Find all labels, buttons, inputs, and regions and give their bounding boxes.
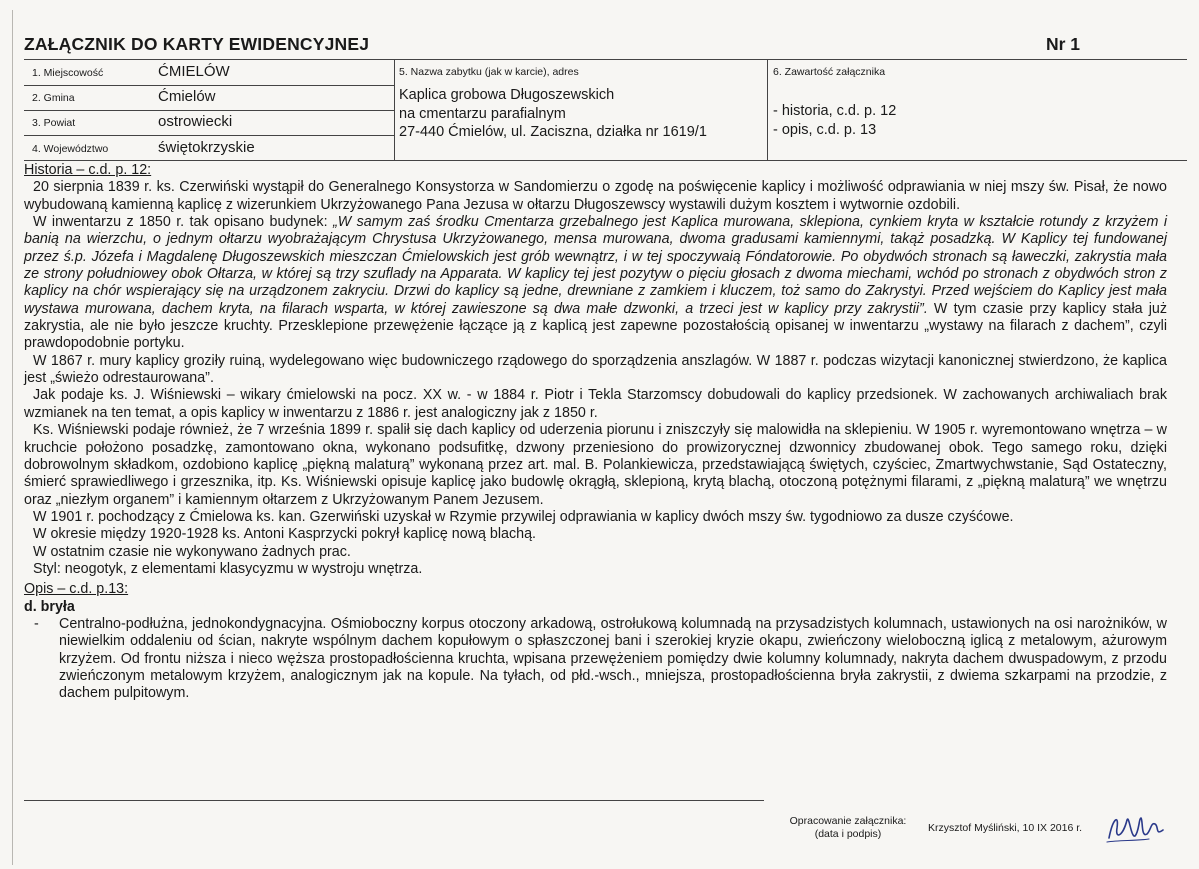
table-row-divider (24, 110, 394, 111)
historia-paragraph: Jak podaje ks. J. Wiśniewski – wikary ćmielowski na pocz. XX w. - w 1884 r. Piotr i Tekla Starzomscy dobudowali do kaplicy przedsionek. W zachowanych archiwaliach brak wzmianek na ten temat, a opis kaplicy w inwentarzu z 1886 r. jest analogiczny jak z 1850 r. (24, 387, 1167, 421)
historia-paragraph: W 1901 r. pochodzący z Ćmielowa ks. kan. Gzerwiński uzyskał w Rzymie przywilej odprawiania w kaplicy dwóch mszy św. tygodniowo za dusze czyśćowe. (33, 508, 1014, 525)
contents-item: - historia, c.d. p. 12 (773, 103, 897, 119)
monument-address-line: 27-440 Ćmielów, ul. Zaciszna, działka nr 1619/1 (399, 124, 707, 140)
contents-list (773, 102, 896, 139)
opis-subheading: d. bryła (24, 598, 75, 615)
table-row-divider (24, 135, 394, 136)
historia-paragraph: Ks. Wiśniewski podaje również, że 7 września 1899 r. spalił się dach kaplicy od uderzenia piorunu i zniszczyły się malowidła na sklepieniu. W 1905 r. wyremontowano wnętrza – w kruchcie położono posadzkę, zamontowano okna, wykonano podsufitkę, dzwony przeniesiono do prowizorycznej dzwonnicy zbudowanej obok. Tego samego roku, dzięki dobrowolnym składkom, ozdobiono kaplicę „piękną malaturą” wykonaną przez art. mal. B. Polankiewicza, przedstawiającą świętych, czyściec, Zmartwychwstanie, Sąd Ostateczny, śmierć sprawiedliwego i grzesznika, itp. Ks. Wiśniewski opisuje kaplicę jako budowlę okrągłą, sklepioną, krytą blachą, otoczoną potężnymi filarami, z „piękną malaturą” we wnętrzu oraz „niezłym organem” i kamiennym ołtarzem z Ukrzyżowanym Panem Jezusem. (24, 422, 1167, 508)
voivodeship-label: 4. Województwo (32, 143, 109, 155)
closing-rule (24, 800, 764, 801)
monument-label: 5. Nazwa zabytku (jak w karcie), adres (399, 66, 579, 78)
locality-label: 1. Miejscowość (32, 67, 104, 79)
prepared-by-label (778, 815, 918, 841)
bullet-dash: - (34, 615, 39, 632)
metadata-table (24, 59, 1187, 161)
historia-paragraph: W okresie między 1920-1928 ks. Antoni Kasprzycki pokrył kaplicę nową blachą. (33, 526, 537, 543)
monument-name: Kaplica grobowa Długoszewskich (399, 87, 615, 103)
commune-label: 2. Gmina (32, 92, 75, 104)
table-divider (394, 60, 395, 160)
contents-label: 6. Zawartość załącznika (773, 66, 886, 78)
historia-paragraph (24, 214, 1167, 353)
monument-address (399, 86, 707, 142)
paragraph-text: W inwentarzu z 1850 r. tak opisano budynek: (33, 214, 333, 231)
commune-value: Ćmielów (158, 88, 216, 105)
county-label: 3. Powiat (32, 117, 76, 129)
opis-heading: Opis – c.d. p.13: (24, 581, 129, 598)
historia-heading: Historia – c.d. p. 12: (24, 162, 152, 178)
signature-image (1105, 808, 1167, 848)
document-body (24, 162, 1167, 703)
attachment-number: Nr 1 (1046, 34, 1081, 54)
voivodeship-value: świętokrzyskie (158, 139, 255, 156)
historia-paragraph: Styl: neogotyk, z elementami klasycyzmu w wystroju wnętrza. (33, 560, 423, 577)
historia-paragraph: W ostatnim czasie nie wykonywano żadnych prac. (33, 543, 351, 560)
contents-item: - opis, c.d. p. 13 (773, 121, 877, 138)
historia-paragraph: W 1867 r. mury kaplicy groziły ruiną, wydelegowano więc budowniczego rządowego do sporządzenia anszlagów. W 1887 r. podczas wizytacji kanonicznej stwierdzono, że kaplica jest „świeżo odrestaurowana”. (24, 352, 1167, 387)
paragraph-text: W tym czasie przy kaplicy stała już zakrystia, ale nie było jeszcze kruchty. Przesklepione przewężenie łączące ją z kaplicą jest zapewne pozostałością opisanej w inwentarzu „wystawy na filarach z dachem”, czyli prawdopodobnie portyku. (24, 300, 1167, 352)
prepared-by-label-line: Opracowanie załącznika: (789, 815, 907, 827)
county-value: ostrowiecki (158, 113, 233, 130)
historia-paragraph: 20 sierpnia 1839 r. ks. Czerwiński wystąpił do Generalnego Konsystorza w Sandomierzu o zgodę na poświęcenie kaplicy i możliwość odprawiania w niej mszy św. Pisał, że nowo wybudowaną kamienną kaplicę z wizerunkiem Ukrzyżowanego Pana Jezusa w ołtarzu Długoszewscy wystawili dużym kosztem i wytwornie ozdobili. (24, 179, 1167, 213)
prepared-by-value: Krzysztof Myśliński, 10 IX 2016 r. (928, 822, 1083, 834)
table-divider (767, 60, 768, 160)
locality-value: ĆMIELÓW (158, 63, 230, 80)
prepared-by-label-line: (data i podpis) (814, 828, 882, 840)
inventory-quote: „W samym zaś środku Cmentarza grzebalnego jest Kaplica murowana, sklepiona, cynkiem kryta w kształcie rotundy z krzyżem i banią na wierzchu, o jednym ołtarzu wyobrażającym Chrystusa Ukrzyżowanego, mensa murowana, dwoma gradusami kamiennymi, takąż posadzką. W Kaplicy tej fundowanej przez ś.p. Józefa i Magdalenę Długoszewskich mieszczan Ćmielowskich jest grób wewnątrz, i w tej spoczywaią Fóndatorowie. Po obydwóch stronach są ławeczki, zakrystia mała ze strony południowey obok Ołtarza, w której są trzy szuflady na Apparata. W kaplicy tej jest pozytyw o pięciu głosach z dwoma miechami, wchód po stronach z obydwóch stron z kaplicy na chór wspierający się na urządzonem zakryciu. Drzwi do kaplicy są jedne, drewniane z zamkiem i kluczem, toż samo do Zakrystyi. Przed wejściem do Kaplicy jest mała wystawa murowana, dachem kryta, na filarach wsparta, w której zawieszone są dwa małe dzwonki, a trzeci jest w kaplicy przy zakrystii”. (24, 214, 1167, 317)
monument-location: na cmentarzu parafialnym (399, 105, 566, 122)
opis-item-text: Centralno-podłużna, jednokondygnacyjna. Ośmioboczny korpus otoczony arkadową, ostrołukową kolumnadą na przysadzistych kolumnach, ustawionych na osi narożników, w niewielkim oddaleniu od ścian, nakryte wspólnym dachem kopułowym o spłaszczonej bani i szerokiej kryzie okapu, zwieńczony wieloboczną iglicą z metalowym, ażurowym krzyżem. Od frontu niższa i nieco węższa prostopadłościenna kruchta, wpisana przewężeniem pomiędzy dwie kolumny kolumnady, nakryta dachem dwuspadowym, z przodu zwieńczonym metalowym krzyżem, analogicznym jak na kopule. Na tyłach, od płd.-wsch., mniejsza, prostopadłościenna bryła zakrystii, z dwiema szkarpami na przodzie, z dachem pulpitowym. (59, 615, 1167, 702)
opis-item (24, 616, 1167, 703)
document-title: ZAŁĄCZNIK DO KARTY EWIDENCYJNEJ (24, 34, 370, 54)
table-row-divider (24, 85, 394, 86)
